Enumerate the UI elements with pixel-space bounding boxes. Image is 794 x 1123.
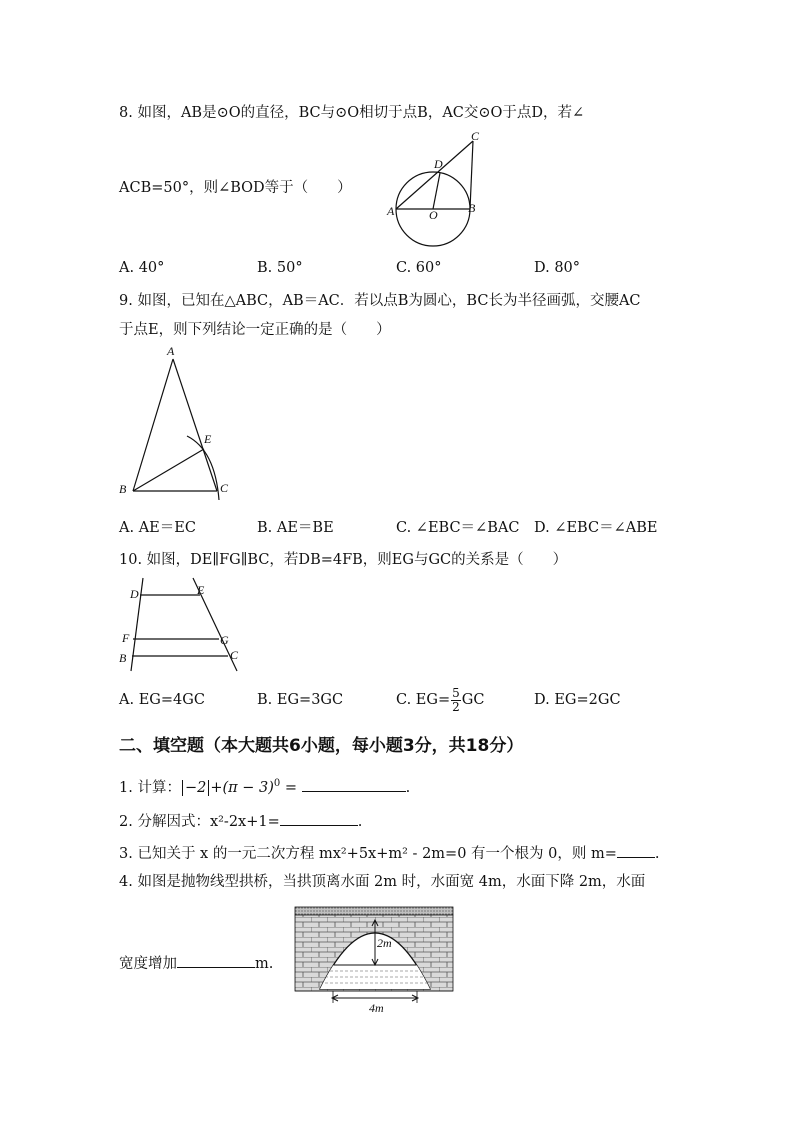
- q10-option-c-prefix: C. EG=: [396, 692, 451, 708]
- q9-option-c: C. ∠EBC＝∠BAC: [396, 520, 520, 536]
- q10-label-f: F: [122, 631, 130, 645]
- q8-option-d: D. 80°: [534, 260, 581, 276]
- q8-line-od: [433, 173, 440, 209]
- q10-label-b: B: [119, 651, 127, 665]
- f2-end: .: [357, 814, 363, 830]
- q8-label-c: C: [471, 129, 480, 143]
- q10-option-c: [396, 682, 484, 718]
- q8-option-a: A. 40°: [119, 260, 165, 276]
- f4-height-label: 2m: [377, 936, 392, 950]
- q10-option-c-numerator: 5: [452, 685, 460, 700]
- f4-arch-bridge-figure: [295, 907, 455, 1017]
- q10-label-d: D: [130, 587, 139, 601]
- f1-answer-blank[interactable]: [302, 777, 406, 792]
- f2-answer-blank[interactable]: [280, 811, 358, 826]
- q8-option-b: B. 50°: [257, 260, 303, 276]
- q10-option-c-suffix: GC: [461, 692, 485, 708]
- f4-line2-suffix: m.: [255, 956, 274, 972]
- f2-line: [119, 811, 362, 831]
- q8-circle-figure: [385, 130, 495, 250]
- q10-parallel-figure: [115, 575, 250, 675]
- q8-tangent-bc: [470, 141, 473, 209]
- q10-label-g: G: [220, 633, 229, 647]
- q10-label-c: C: [230, 648, 239, 662]
- q10-label-e: E: [197, 583, 205, 597]
- f4-line1: 4. 如图是抛物线型拱桥，当拱顶离水面 2m 时，水面宽 4m，水面下降 2m，水面: [119, 874, 646, 890]
- f4-width-label: 4m: [369, 1001, 384, 1015]
- q10-line1: 10. 如图，DE∥FG∥BC，若DB=4FB，则EG与GC的关系是（ ）: [119, 552, 568, 568]
- q8-label-o: O: [429, 208, 438, 222]
- q10-option-c-denominator: 2: [452, 699, 460, 714]
- q9-label-a: A: [167, 344, 175, 358]
- f1-line: [119, 775, 410, 797]
- q9-side-ac: [173, 359, 217, 491]
- q9-option-a: A. AE＝EC: [119, 520, 196, 536]
- f1-abs-bar-left: [182, 780, 183, 796]
- q9-option-d: D. ∠EBC＝∠ABE: [534, 520, 658, 536]
- q10-option-c-fraction: [451, 687, 461, 714]
- q10-option-b: B. EG=3GC: [257, 692, 344, 708]
- q8-label-b: B: [468, 201, 476, 215]
- f3-line: [119, 843, 659, 863]
- q9-label-e: E: [204, 432, 212, 446]
- f1-pi-expr: (π − 3): [222, 779, 274, 796]
- f4-answer-blank[interactable]: [177, 953, 255, 968]
- q8-label-a: A: [387, 204, 395, 218]
- f1-equals: =: [280, 779, 302, 796]
- q9-triangle-figure: [115, 340, 245, 505]
- f1-plus: +: [210, 779, 223, 796]
- f1-abs-expr: −2: [184, 779, 207, 796]
- f2-prefix: 2. 分解因式：x²-2x+1=: [119, 814, 280, 830]
- q10-option-a: A. EG=4GC: [119, 692, 205, 708]
- f4-line2: [119, 953, 273, 973]
- f1-end: .: [405, 779, 411, 796]
- f1-exponent: 0: [273, 778, 281, 789]
- q8-line1: 8. 如图，AB是⊙O的直径，BC与⊙O相切于点B，AC交⊙O于点D，若∠: [119, 105, 585, 121]
- q9-line1: 9. 如图，已知在△ABC，AB＝AC．若以点B为圆心，BC长为半径画弧，交腰AC: [119, 293, 641, 309]
- section-heading: 二、填空题（本大题共6小题，每小题3分，共18分）: [119, 736, 524, 756]
- q10-option-d: D. EG=2GC: [534, 692, 621, 708]
- q8-line2: ACB=50°，则∠BOD等于（ ）: [119, 180, 352, 196]
- f3-end: .: [654, 846, 660, 862]
- f4-line2-prefix: 宽度增加: [119, 956, 177, 972]
- f3-answer-blank[interactable]: [617, 843, 655, 858]
- q9-label-b: B: [119, 482, 127, 496]
- q9-label-c: C: [220, 481, 229, 495]
- q8-option-c: C. 60°: [396, 260, 442, 276]
- f1-prefix: 1. 计算：: [119, 779, 181, 796]
- q9-line2: 于点E，则下列结论一定正确的是（ ）: [119, 322, 391, 338]
- q8-label-d: D: [434, 157, 443, 171]
- q9-option-b: B. AE＝BE: [257, 520, 334, 536]
- f4-wall-top: [295, 907, 453, 915]
- f3-prefix: 3. 已知关于 x 的一元二次方程 mx²+5x+m² - 2m=0 有一个根为 0，则 m=: [119, 846, 617, 862]
